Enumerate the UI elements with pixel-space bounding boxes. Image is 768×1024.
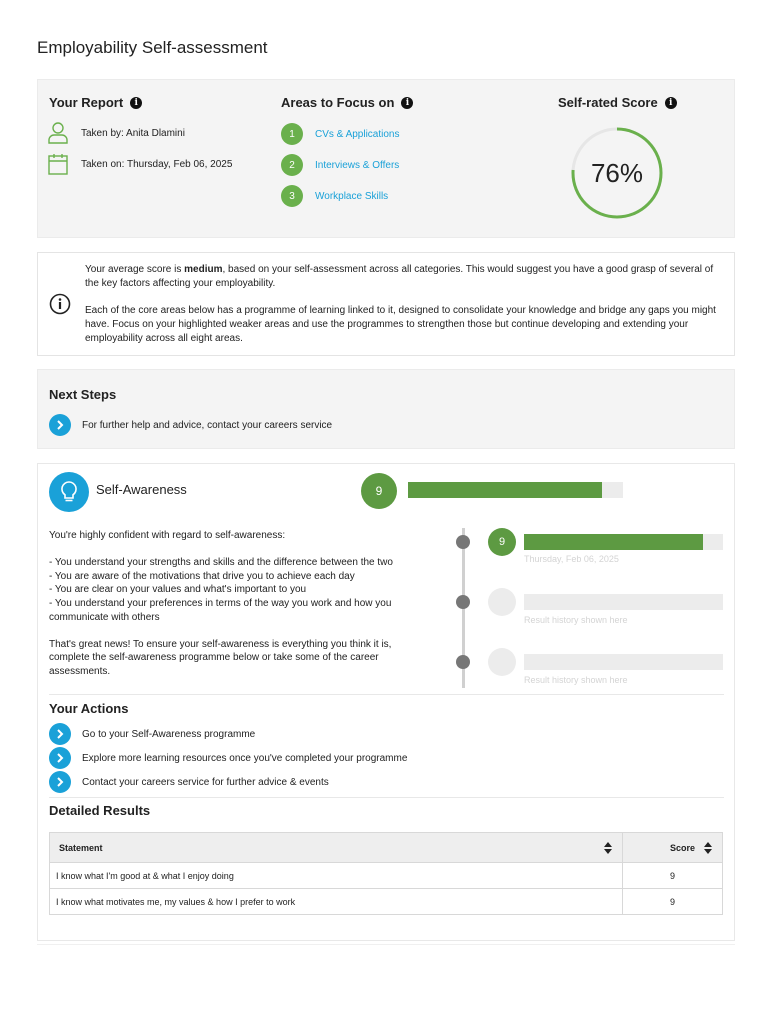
taken-by-row: [48, 122, 185, 144]
taken-on-text: Taken on: Thursday, Feb 06, 2025: [81, 158, 233, 170]
score-value: 76%: [590, 157, 644, 188]
action-item-resources[interactable]: [49, 747, 407, 769]
next-steps-heading: Next Steps: [49, 387, 117, 402]
table-row: [50, 863, 723, 889]
category-card-self-awareness: [37, 463, 735, 941]
history-placeholder-caption: Result history shown here: [524, 675, 628, 685]
self-rated-score-title: Self-rated Score: [558, 95, 658, 110]
taken-by-text: Taken by: Anita Dlamini: [81, 127, 185, 139]
next-steps-panel: [37, 369, 735, 449]
table-row: [50, 889, 723, 915]
history-placeholder-circle: [488, 588, 516, 616]
chevron-right-icon[interactable]: [49, 747, 71, 769]
areas-focus-heading: [281, 95, 413, 110]
info-icon: [49, 293, 71, 315]
chevron-right-icon[interactable]: [49, 723, 71, 745]
category-score-badge: 9: [361, 473, 397, 509]
history-placeholder-bar: [524, 654, 723, 670]
history-placeholder-circle: [488, 648, 516, 676]
areas-focus-title: Areas to Focus on: [281, 95, 395, 110]
description-line: That's great news! To ensure your self-awareness is everything you think it is, complete the self-awareness programme below or take some of the career assessments.: [49, 638, 392, 677]
next-step-text: For further help and advice, contact your careers service: [82, 419, 333, 431]
your-report-heading: [49, 95, 142, 110]
history-score-bar-fill: [524, 534, 703, 550]
score-header-label: Score: [669, 842, 695, 853]
focus-item-cvs[interactable]: [281, 123, 400, 145]
description-line: [49, 543, 419, 557]
history-placeholder-bar: [524, 594, 723, 610]
next-step-item[interactable]: [49, 414, 332, 436]
description-line: [49, 624, 419, 638]
category-score-bar-fill: [408, 482, 602, 498]
divider: [37, 944, 735, 945]
summary-paragraph-2: Each of the core areas below has a programme of learning linked to it, designed to consolidate your knowledge and bridge any gaps you might have. Focus on your highlighted weaker areas and use the programmes to strengthen those but continue developing and extending your employability across all eight areas.: [85, 305, 716, 344]
summary-notice: [37, 252, 735, 356]
history-date: Thursday, Feb 06, 2025: [524, 554, 619, 564]
summary-paragraph-1: Your average score is medium, based on your self-assessment across all categories. This would suggest you have a good grasp of several of the key factors affecting your employability.: [85, 264, 714, 289]
statement-cell: I know what motivates me, my values & how I prefer to work: [50, 889, 623, 915]
focus-number-badge: 3: [281, 185, 303, 207]
focus-number-badge: 2: [281, 154, 303, 176]
sort-icon[interactable]: [604, 842, 612, 854]
info-icon[interactable]: i: [665, 97, 677, 109]
info-icon[interactable]: i: [401, 97, 413, 109]
detailed-results-table: [49, 832, 723, 915]
focus-item-interviews[interactable]: [281, 154, 399, 176]
category-score-bar: [408, 482, 623, 498]
statement-cell: I know what I'm good at & what I enjoy doing: [50, 863, 623, 889]
action-text[interactable]: Go to your Self-Awareness programme: [82, 728, 256, 740]
history-score-bar: [524, 534, 723, 550]
focus-item-workplace[interactable]: [281, 185, 388, 207]
category-title: Self-Awareness: [96, 482, 187, 497]
self-rated-score-heading: [558, 95, 677, 110]
description-line: - You understand your strengths and skills and the difference between the two: [49, 557, 393, 569]
page-title: Employability Self-assessment: [37, 38, 268, 57]
score-cell: 9: [623, 863, 723, 889]
category-description: [49, 529, 419, 679]
timeline-node: [456, 595, 470, 609]
description-line: - You are clear on your values and what's important to you: [49, 584, 307, 596]
lightbulb-icon: [49, 472, 89, 512]
calendar-icon: [48, 153, 68, 175]
action-item-programme[interactable]: [49, 723, 255, 745]
user-icon: [48, 122, 68, 144]
action-item-careers-service[interactable]: [49, 771, 329, 793]
score-column-header[interactable]: [623, 833, 723, 863]
description-line: You're highly confident with regard to self-awareness:: [49, 530, 286, 541]
focus-link[interactable]: Interviews & Offers: [315, 159, 400, 171]
score-cell: 9: [623, 889, 723, 915]
chevron-right-icon[interactable]: [49, 771, 71, 793]
divider: [49, 797, 724, 798]
sort-icon[interactable]: [704, 842, 712, 854]
detailed-results-heading: Detailed Results: [49, 803, 151, 818]
focus-link[interactable]: Workplace Skills: [315, 190, 389, 202]
history-score-badge: 9: [488, 528, 516, 556]
statement-column-header[interactable]: [50, 833, 623, 863]
focus-link[interactable]: CVs & Applications: [315, 128, 400, 140]
divider: [49, 694, 724, 695]
history-placeholder-caption: Result history shown here: [524, 615, 628, 625]
action-text[interactable]: Explore more learning resources once you've completed your programme: [82, 752, 408, 764]
focus-number-badge: 1: [281, 123, 303, 145]
info-icon[interactable]: i: [130, 97, 142, 109]
taken-on-row: [48, 153, 232, 175]
your-report-title: Your Report: [49, 95, 124, 110]
statement-header-label: Statement: [59, 842, 103, 853]
report-panel: [37, 79, 735, 238]
action-text[interactable]: Contact your careers service for further advice & events: [82, 776, 329, 788]
your-actions-heading: Your Actions: [49, 701, 129, 716]
timeline-node: [456, 535, 470, 549]
chevron-right-icon[interactable]: [49, 414, 71, 436]
description-line: - You are aware of the motivations that drive you to achieve each day: [49, 570, 355, 582]
description-line: - You understand your preferences in terms of the way you work and how you communicate with others: [49, 597, 392, 623]
table-header-row: [50, 833, 723, 863]
timeline-node: [456, 655, 470, 669]
